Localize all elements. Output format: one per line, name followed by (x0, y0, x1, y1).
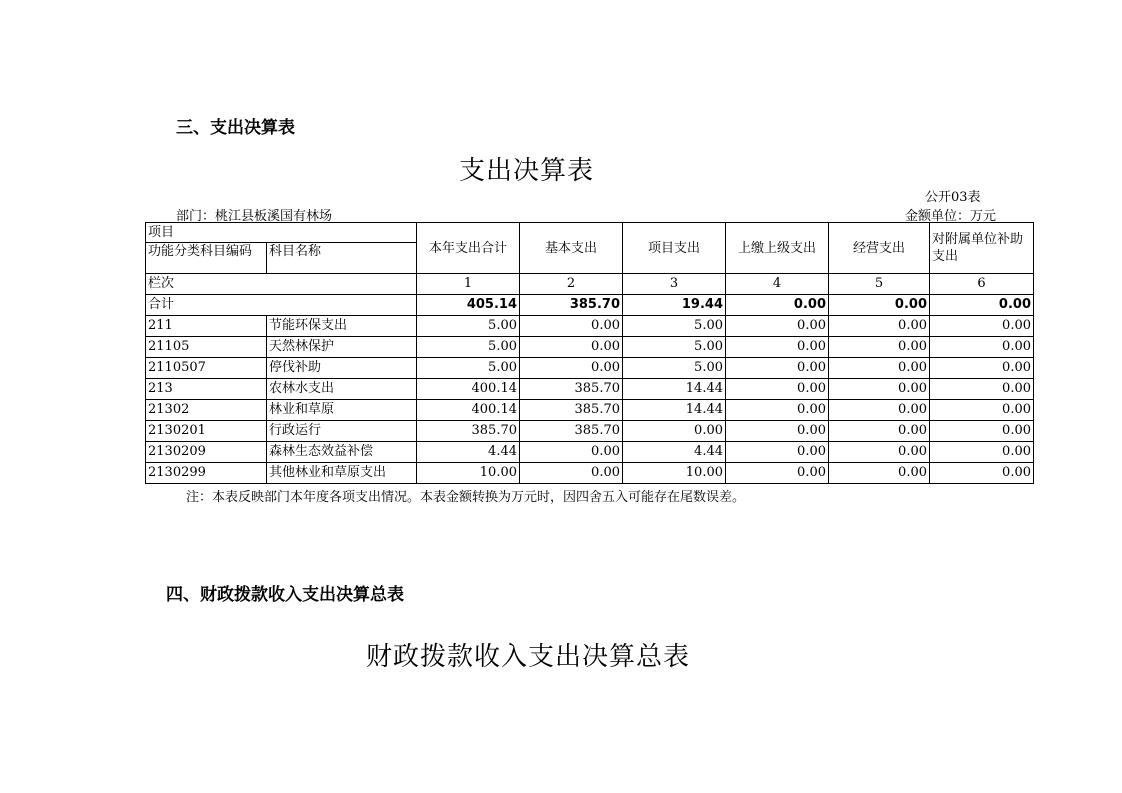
subject-name-cell: 行政运行 (267, 421, 417, 442)
amount-cell: 0.00 (726, 358, 829, 379)
section-heading-expenditure: 三、支出决算表 (176, 118, 295, 138)
subject-code-cell: 2110507 (146, 358, 267, 379)
table-row (146, 358, 1034, 379)
table-row (146, 316, 1034, 337)
column-index-4: 4 (726, 274, 829, 295)
subject-name-cell: 天然林保护 (267, 337, 417, 358)
amount-cell: 0.00 (520, 442, 623, 463)
amount-cell: 400.14 (417, 379, 520, 400)
amount-cell: 0.00 (829, 442, 930, 463)
amount-cell: 0.00 (930, 463, 1034, 484)
amount-cell: 0.00 (930, 358, 1034, 379)
amount-cell: 0.00 (829, 379, 930, 400)
amount-cell: 385.70 (417, 421, 520, 442)
column-index-3: 3 (623, 274, 726, 295)
header-subsidiary: 对附属单位补助支出 (930, 223, 1034, 274)
amount-cell: 0.00 (726, 316, 829, 337)
total-value-2: 385.70 (520, 295, 623, 316)
amount-cell: 0.00 (930, 379, 1034, 400)
amount-cell: 0.00 (726, 442, 829, 463)
header-func-code: 功能分类科目编码 (146, 243, 267, 274)
header-project: 项目支出 (623, 223, 726, 274)
total-value-3: 19.44 (623, 295, 726, 316)
amount-cell: 5.00 (623, 316, 726, 337)
table-row (146, 442, 1034, 463)
table-title-expenditure: 支出决算表 (459, 156, 595, 186)
amount-cell: 0.00 (829, 421, 930, 442)
amount-cell: 0.00 (726, 379, 829, 400)
amount-cell: 385.70 (520, 421, 623, 442)
amount-cell: 4.44 (623, 442, 726, 463)
amount-cell: 5.00 (623, 337, 726, 358)
amount-cell: 0.00 (829, 463, 930, 484)
amount-cell: 0.00 (726, 421, 829, 442)
amount-cell: 5.00 (417, 358, 520, 379)
table-row (146, 463, 1034, 484)
total-label: 合计 (146, 295, 417, 316)
table-row (146, 400, 1034, 421)
amount-cell: 10.00 (417, 463, 520, 484)
section-heading-fiscal: 四、财政拨款收入支出决算总表 (166, 585, 404, 605)
amount-cell: 0.00 (726, 337, 829, 358)
total-value-5: 0.00 (829, 295, 930, 316)
amount-cell: 0.00 (623, 421, 726, 442)
amount-cell: 10.00 (623, 463, 726, 484)
total-row (146, 295, 1034, 316)
amount-cell: 385.70 (520, 379, 623, 400)
amount-cell: 385.70 (520, 400, 623, 421)
amount-cell: 0.00 (930, 316, 1034, 337)
amount-unit-label: 金额单位：万元 (905, 209, 997, 224)
amount-cell: 0.00 (520, 463, 623, 484)
subject-code-cell: 211 (146, 316, 267, 337)
department-label: 部门：桃江县板溪国有林场 (176, 209, 333, 224)
table-note: 注：本表反映部门本年度各项支出情况。本表金额转换为万元时，因四舍五入可能存在尾数误差。 (186, 490, 746, 505)
amount-cell: 5.00 (417, 337, 520, 358)
expenditure-table (145, 222, 1034, 484)
header-total: 本年支出合计 (417, 223, 520, 274)
header-business: 经营支出 (829, 223, 930, 274)
amount-cell: 0.00 (829, 358, 930, 379)
header-basic: 基本支出 (520, 223, 623, 274)
amount-cell: 0.00 (930, 400, 1034, 421)
amount-cell: 0.00 (930, 442, 1034, 463)
column-index-1: 1 (417, 274, 520, 295)
table-row (146, 421, 1034, 442)
header-item: 项目 (146, 223, 417, 243)
amount-cell: 0.00 (520, 337, 623, 358)
total-value-1: 405.14 (417, 295, 520, 316)
table-title-fiscal: 财政拨款收入支出决算总表 (366, 642, 691, 672)
subject-name-cell: 农林水支出 (267, 379, 417, 400)
subject-code-cell: 2130209 (146, 442, 267, 463)
subject-code-cell: 213 (146, 379, 267, 400)
subject-name-cell: 其他林业和草原支出 (267, 463, 417, 484)
amount-cell: 0.00 (930, 337, 1034, 358)
header-subject-name: 科目名称 (267, 243, 417, 274)
amount-cell: 5.00 (623, 358, 726, 379)
column-index-6: 6 (930, 274, 1034, 295)
column-index-label: 栏次 (146, 274, 417, 295)
amount-cell: 0.00 (930, 421, 1034, 442)
column-index-2: 2 (520, 274, 623, 295)
amount-cell: 0.00 (520, 358, 623, 379)
amount-cell: 0.00 (829, 337, 930, 358)
amount-cell: 0.00 (726, 463, 829, 484)
amount-cell: 4.44 (417, 442, 520, 463)
subject-code-cell: 2130201 (146, 421, 267, 442)
table-row (146, 379, 1034, 400)
subject-name-cell: 节能环保支出 (267, 316, 417, 337)
header-upper: 上缴上级支出 (726, 223, 829, 274)
subject-code-cell: 21105 (146, 337, 267, 358)
form-code: 公开03表 (925, 190, 981, 205)
total-value-6: 0.00 (930, 295, 1034, 316)
amount-cell: 5.00 (417, 316, 520, 337)
column-index-row (146, 274, 1034, 295)
subject-code-cell: 2130299 (146, 463, 267, 484)
subject-name-cell: 森林生态效益补偿 (267, 442, 417, 463)
subject-code-cell: 21302 (146, 400, 267, 421)
subject-name-cell: 停伐补助 (267, 358, 417, 379)
subject-name-cell: 林业和草原 (267, 400, 417, 421)
total-value-4: 0.00 (726, 295, 829, 316)
amount-cell: 0.00 (726, 400, 829, 421)
amount-cell: 14.44 (623, 400, 726, 421)
column-index-5: 5 (829, 274, 930, 295)
amount-cell: 14.44 (623, 379, 726, 400)
table-row (146, 337, 1034, 358)
amount-cell: 0.00 (520, 316, 623, 337)
amount-cell: 0.00 (829, 316, 930, 337)
amount-cell: 400.14 (417, 400, 520, 421)
amount-cell: 0.00 (829, 400, 930, 421)
